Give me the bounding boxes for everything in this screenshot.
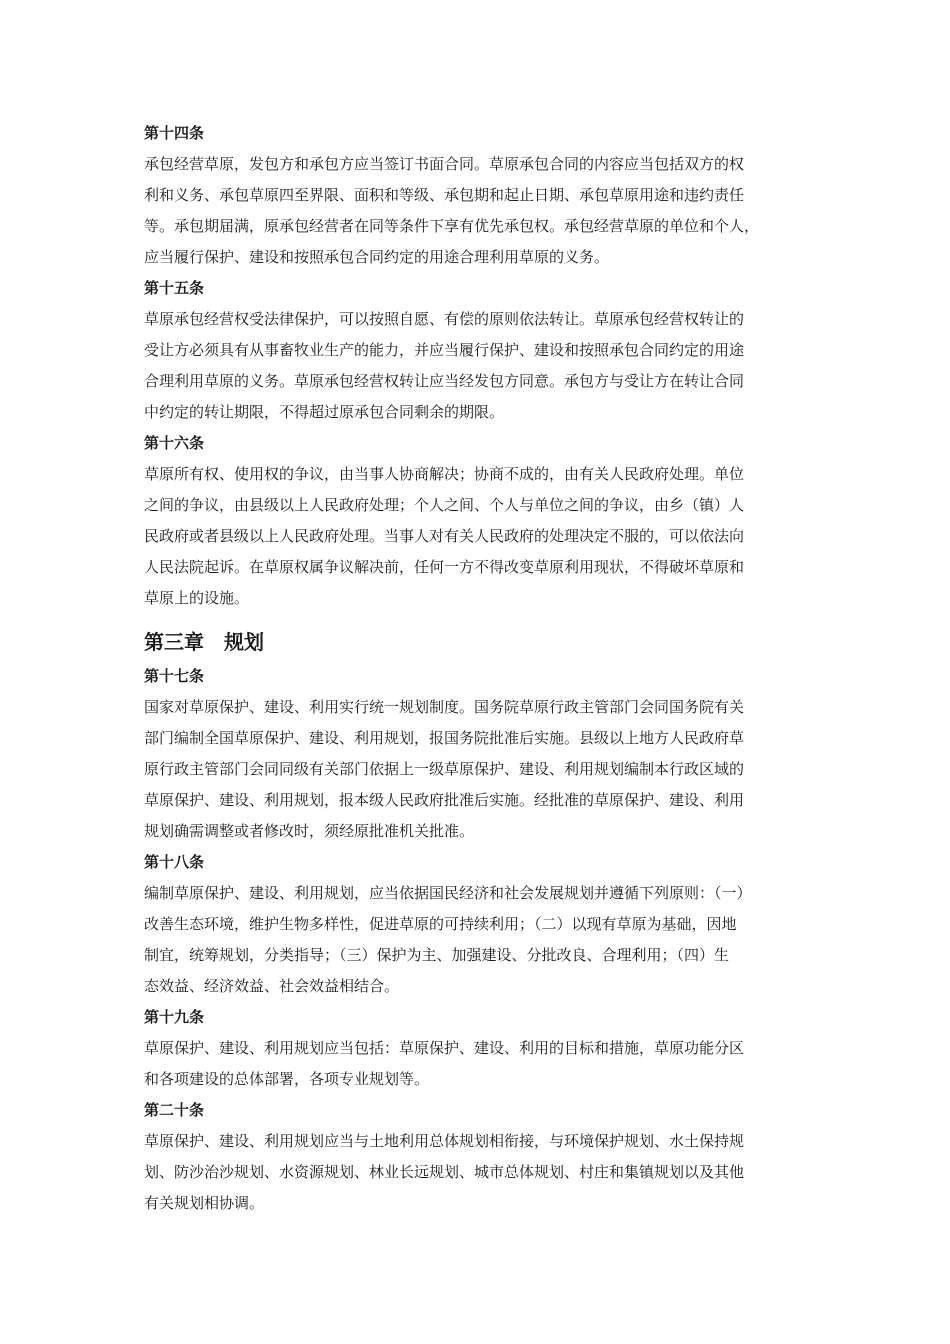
article-body — [144, 692, 808, 847]
article-body — [144, 878, 808, 1002]
article-line: 态效益、经济效益、社会效益相结合。 — [144, 977, 400, 995]
article-line: 合理利用草原的义务。草原承包经营权转让应当经发包方同意。承包方与受让方在转让合同 — [144, 372, 745, 390]
article-section — [144, 847, 808, 1002]
article-line: 部门编制全国草原保护、建设、利用规划，报国务院批准后实施。县级以上地方人民政府草 — [144, 729, 745, 747]
article-line: 改善生态环境，维护生物多样性，促进草原的可持续利用；（二）以现有草原为基础，因地 — [144, 915, 737, 933]
article-line: 原行政主管部门会同同级有关部门依据上一级草原保护、建设、利用规划编制本行政区域的 — [144, 760, 745, 778]
article-line: 利和义务、承包草原四至界限、面积和等级、承包期和起止日期、承包草原用途和违约责任 — [144, 186, 745, 204]
article-line: 草原所有权、使用权的争议，由当事人协商解决；协商不成的，由有关人民政府处理。单位 — [144, 465, 745, 483]
article-line: 人民法院起诉。在草原权属争议解决前，任何一方不得改变草原利用现状，不得破坏草原和 — [144, 558, 745, 576]
chapter-title: 第三章 规划 — [144, 630, 264, 654]
article-line: 等。承包期届满，原承包经营者在同等条件下享有优先承包权。承包经营草原的单位和个人， — [144, 217, 760, 235]
article-body — [144, 459, 808, 614]
article-body — [144, 1033, 808, 1095]
article-body — [144, 149, 808, 273]
article-title: 第二十条 — [144, 1101, 205, 1119]
article-line: 划、防沙治沙规划、水资源规划、林业长远规划、城市总体规划、村庄和集镇规划以及其他 — [144, 1163, 745, 1181]
article-title: 第十五条 — [144, 279, 205, 297]
article-section — [144, 1002, 808, 1095]
article-section — [144, 1095, 808, 1219]
article-body — [144, 1126, 808, 1219]
article-line: 应当履行保护、建设和按照承包合同约定的用途合理利用草原的义务。 — [144, 248, 610, 266]
article-line: 中约定的转让期限，不得超过原承包合同剩余的期限。 — [144, 403, 505, 421]
article-line: 制宜，统筹规划，分类指导；（三）保护为主、加强建设、分批改良、合理利用；（四）生 — [144, 946, 730, 964]
article-line: 受让方必须具有从事畜牧业生产的能力，并应当履行保护、建设和按照承包合同约定的用途 — [144, 341, 745, 359]
article-line: 承包经营草原，发包方和承包方应当签订书面合同。草原承包合同的内容应当包括双方的权 — [144, 155, 745, 173]
article-line: 和各项建设的总体部署，各项专业规划等。 — [144, 1070, 430, 1088]
article-line: 编制草原保护、建设、利用规划，应当依据国民经济和社会发展规划并遵循下列原则：（一） — [144, 884, 752, 902]
article-title: 第十七条 — [144, 667, 205, 685]
article-line: 规划确需调整或者修改时，须经原批准机关批准。 — [144, 822, 475, 840]
article-section — [144, 428, 808, 614]
article-line: 国家对草原保护、建设、利用实行统一规划制度。国务院草原行政主管部门会同国务院有关 — [144, 698, 745, 716]
article-title: 第十四条 — [144, 124, 205, 142]
article-line: 草原保护、建设、利用规划应当与土地利用总体规划相衔接，与环境保护规划、水土保持规 — [144, 1132, 745, 1150]
article-line: 有关规划相协调。 — [144, 1194, 265, 1212]
article-section — [144, 661, 808, 847]
article-line: 草原上的设施。 — [144, 589, 250, 607]
article-line: 草原承包经营权受法律保护，可以按照自愿、有偿的原则依法转让。草原承包经营权转让的 — [144, 310, 745, 328]
article-line: 之间的争议，由县级以上人民政府处理；个人之间、个人与单位之间的争议，由乡（镇）人 — [144, 496, 745, 514]
article-section — [144, 273, 808, 428]
article-body — [144, 304, 808, 428]
article-line: 草原保护、建设、利用规划，报本级人民政府批准后实施。经批准的草原保护、建设、利用 — [144, 791, 745, 809]
article-line: 民政府或者县级以上人民政府处理。当事人对有关人民政府的处理决定不服的，可以依法向 — [144, 527, 745, 545]
article-title: 第十八条 — [144, 853, 205, 871]
article-line: 草原保护、建设、利用规划应当包括：草原保护、建设、利用的目标和措施，草原功能分区 — [144, 1039, 745, 1057]
article-title: 第十六条 — [144, 434, 205, 452]
document-page — [144, 118, 808, 1219]
article-section — [144, 118, 808, 273]
article-title: 第十九条 — [144, 1008, 205, 1026]
